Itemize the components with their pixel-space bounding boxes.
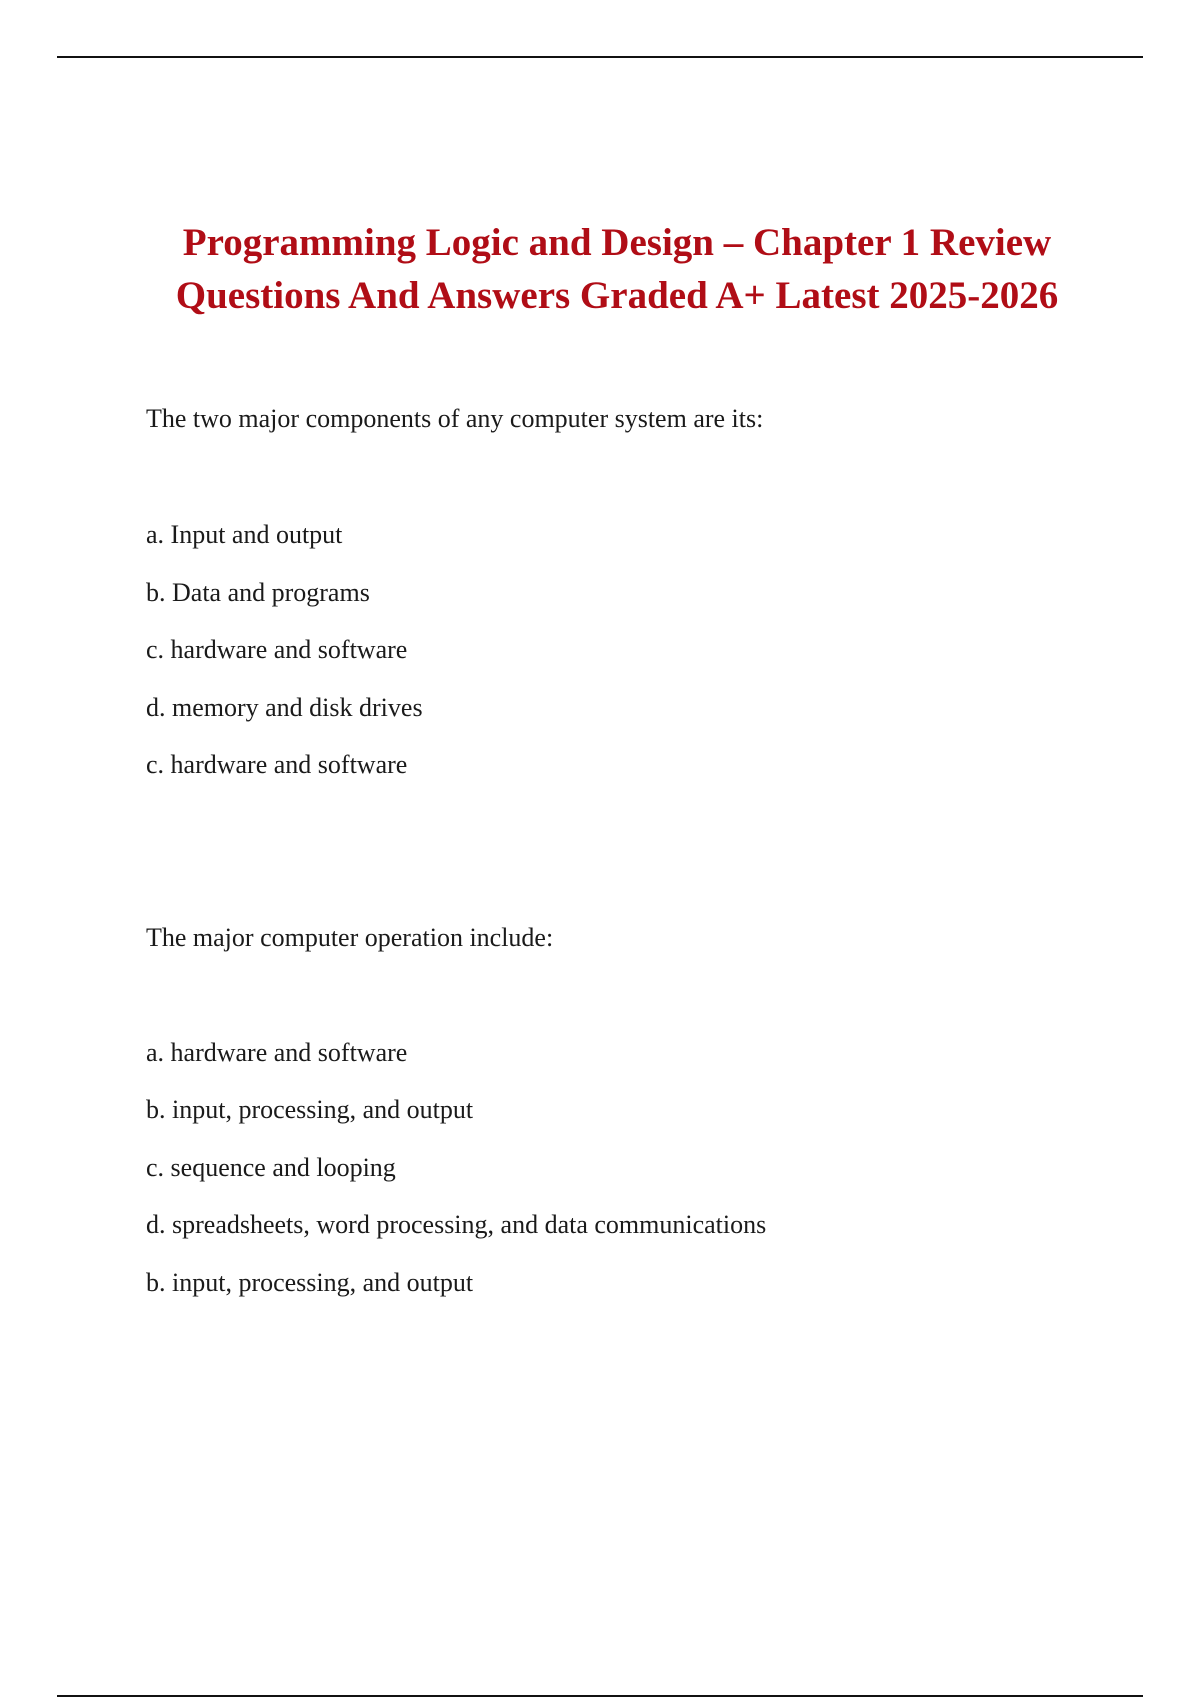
question-1-option-c: c. hardware and software — [146, 635, 408, 664]
question-2-option-a: a. hardware and software — [146, 1038, 408, 1067]
document-title — [57, 216, 1177, 322]
question-1-option-b: b. Data and programs — [146, 578, 370, 607]
question-1-option-a: a. Input and output — [146, 520, 343, 549]
question-2-option-d: d. spreadsheets, word processing, and data communications — [146, 1210, 767, 1239]
bottom-rule — [57, 1695, 1143, 1697]
question-1-prompt: The two major components of any computer system are its: — [146, 404, 764, 433]
title-line-1: Programming Logic and Design – Chapter 1 Review — [182, 221, 1052, 264]
question-2-answer: b. input, processing, and output — [146, 1268, 474, 1297]
title-line-2: Questions And Answers Graded A+ Latest 2025-2026 — [175, 274, 1059, 317]
top-rule — [57, 56, 1143, 58]
question-2-prompt: The major computer operation include: — [146, 923, 554, 952]
question-2-option-b: b. input, processing, and output — [146, 1095, 474, 1124]
question-1-answer: c. hardware and software — [146, 750, 408, 779]
question-1-option-d: d. memory and disk drives — [146, 693, 423, 722]
question-2-option-c: c. sequence and looping — [146, 1153, 396, 1182]
